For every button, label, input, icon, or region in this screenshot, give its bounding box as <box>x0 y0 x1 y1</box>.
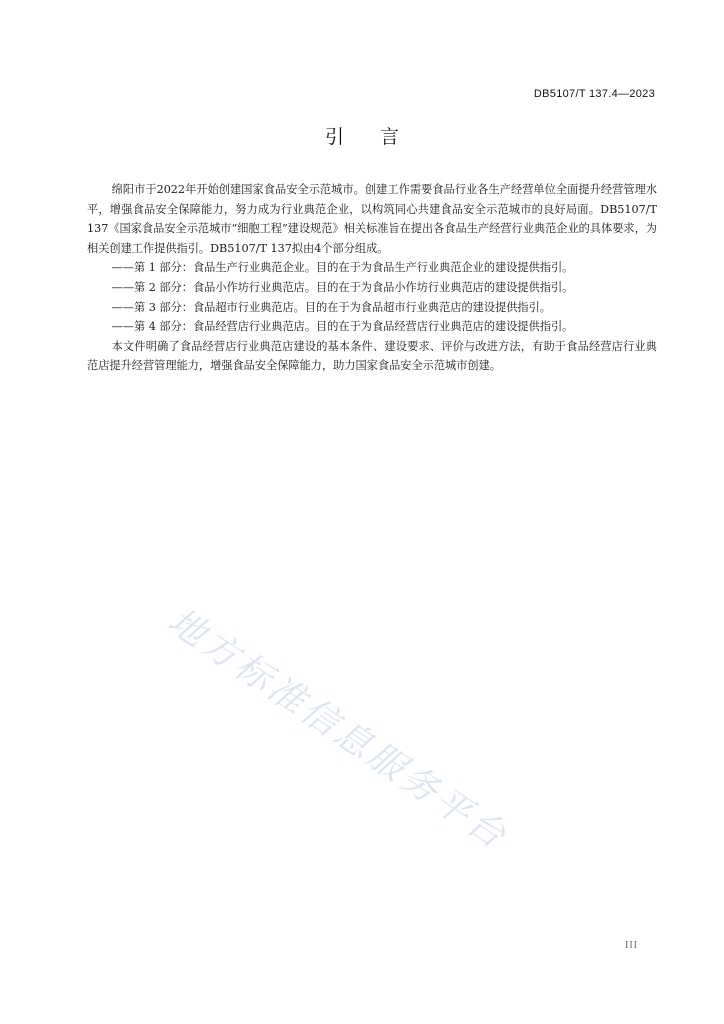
body-text <box>87 180 657 376</box>
part-4-item: ——第 4 部分：食品经营店行业典范店。目的在于为食品经营店行业典范店的建设提供指引。 <box>111 320 574 334</box>
part-1-item: ——第 1 部分：食品生产行业典范企业。目的在于为食品生产行业典范企业的建设提供指引。 <box>111 261 574 275</box>
intro-paragraph: 绵阳市于2022年开始创建国家食品安全示范城市。创建工作需要食品行业各生产经营单位全面提升经营管理水平，增强食品安全保障能力，努力成为行业典范企业，以构筑同心共建食品安全示范城市的良好局面。DB5107/T 137《国家食品安全示范城市“细胞工程”建设规范》相关标准旨在提出各食品生产经营行业典范企业的具体要求，为相关创建工作提供指引。DB5107/T 137拟由4个部分组成。 <box>87 183 657 255</box>
watermark: 地方标准信息服务平台 <box>160 600 516 859</box>
part-2-item: ——第 2 部分：食品小作坊行业典范店。目的在于为食品小作坊行业典范店的建设提供指引。 <box>111 280 574 294</box>
document-code: DB5107/T 137.4—2023 <box>533 88 655 100</box>
part-3-item: ——第 3 部分：食品超市行业典范店。目的在于为食品超市行业典范店的建设提供指引。 <box>111 300 551 314</box>
summary-paragraph: 本文件明确了食品经营店行业典范店建设的基本条件、建设要求、评价与改进方法，有助于食品经营店行业典范店提升经营管理能力，增强食品安全保障能力，助力国家食品安全示范城市创建。 <box>87 339 657 373</box>
page-title: 引言 <box>324 126 435 148</box>
page-number: III <box>625 940 638 951</box>
